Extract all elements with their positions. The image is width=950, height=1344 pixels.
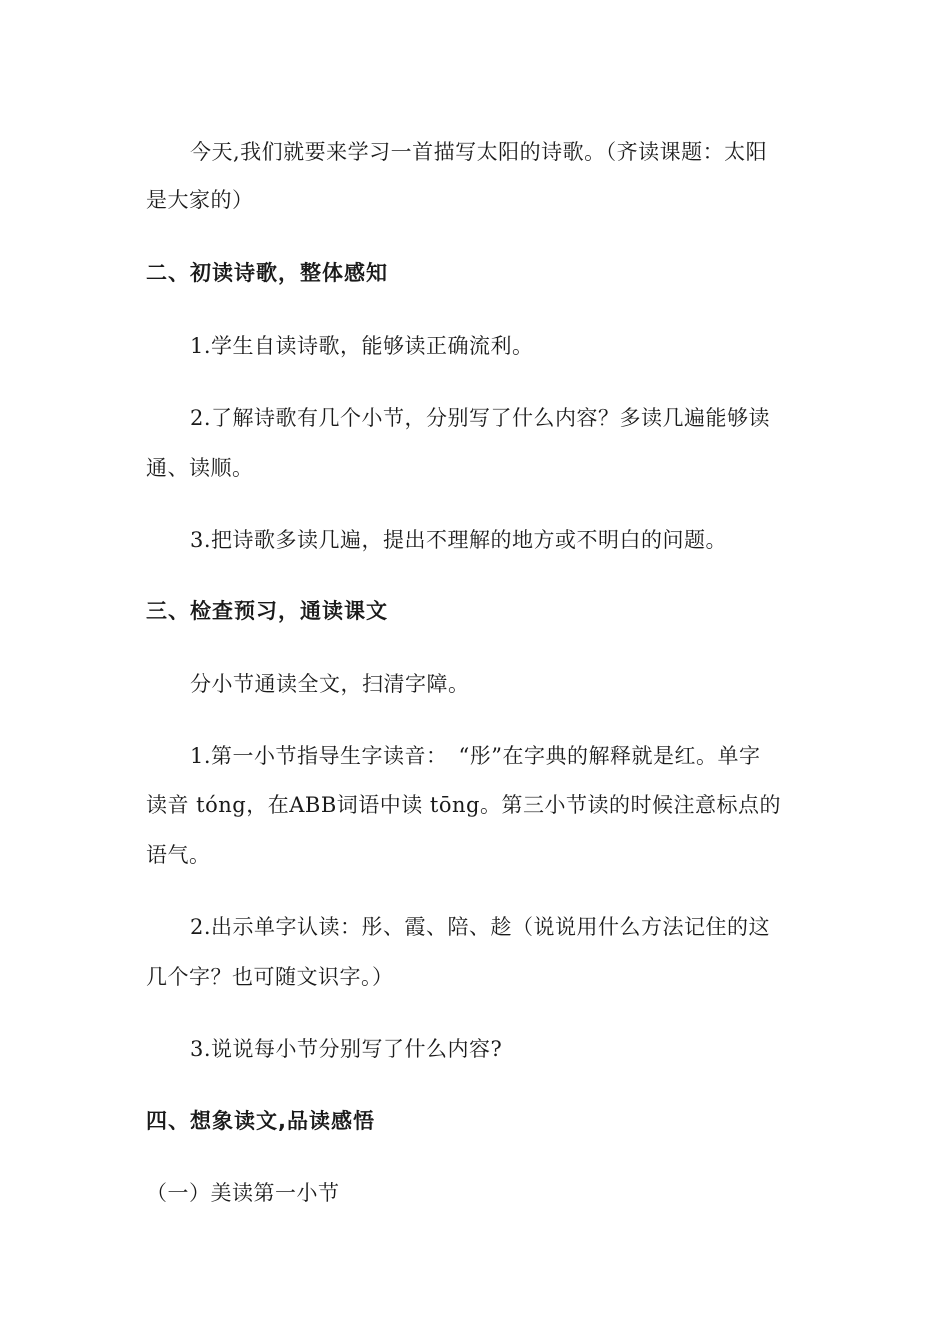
paragraph-line: 今天,我们就要来学习一首描写太阳的诗歌。（齐读课题：太阳 (190, 140, 768, 164)
list-item: 2.了解诗歌有几个小节，分别写了什么内容？多读几遍能够读 (190, 406, 771, 430)
list-item: 1.学生自读诗歌，能够读正确流利。 (190, 334, 534, 358)
section-heading-3: 三、检查预习，通读课文 (146, 599, 388, 623)
list-item: 3.说说每小节分别写了什么内容? (190, 1037, 503, 1061)
list-item: 2.出示单字认读：彤、霞、陪、趁（说说用什么方法记住的这 (190, 915, 771, 939)
paragraph-line: 是大家的） (146, 188, 254, 212)
list-item-continuation: 读音 tóng，在ABB词语中读 tōng。第三小节读的时候注意标点的 (146, 793, 781, 817)
list-item: 3.把诗歌多读几遍，提出不理解的地方或不明白的问题。 (190, 528, 728, 552)
section-heading-4: 四、想象读文,品读感悟 (146, 1109, 375, 1133)
list-item-continuation: 通、读顺。 (146, 456, 254, 480)
subsection-heading: （一）美读第一小节 (146, 1181, 340, 1205)
paragraph-line: 分小节通读全文，扫清字障。 (190, 672, 470, 696)
section-heading-2: 二、初读诗歌，整体感知 (146, 261, 388, 285)
list-item-continuation: 几个字？也可随文识字。） (146, 965, 394, 989)
list-item-continuation: 语气。 (146, 843, 211, 867)
list-item: 1.第一小节指导生字读音： “彤”在字典的解释就是红。单字 (190, 744, 761, 768)
